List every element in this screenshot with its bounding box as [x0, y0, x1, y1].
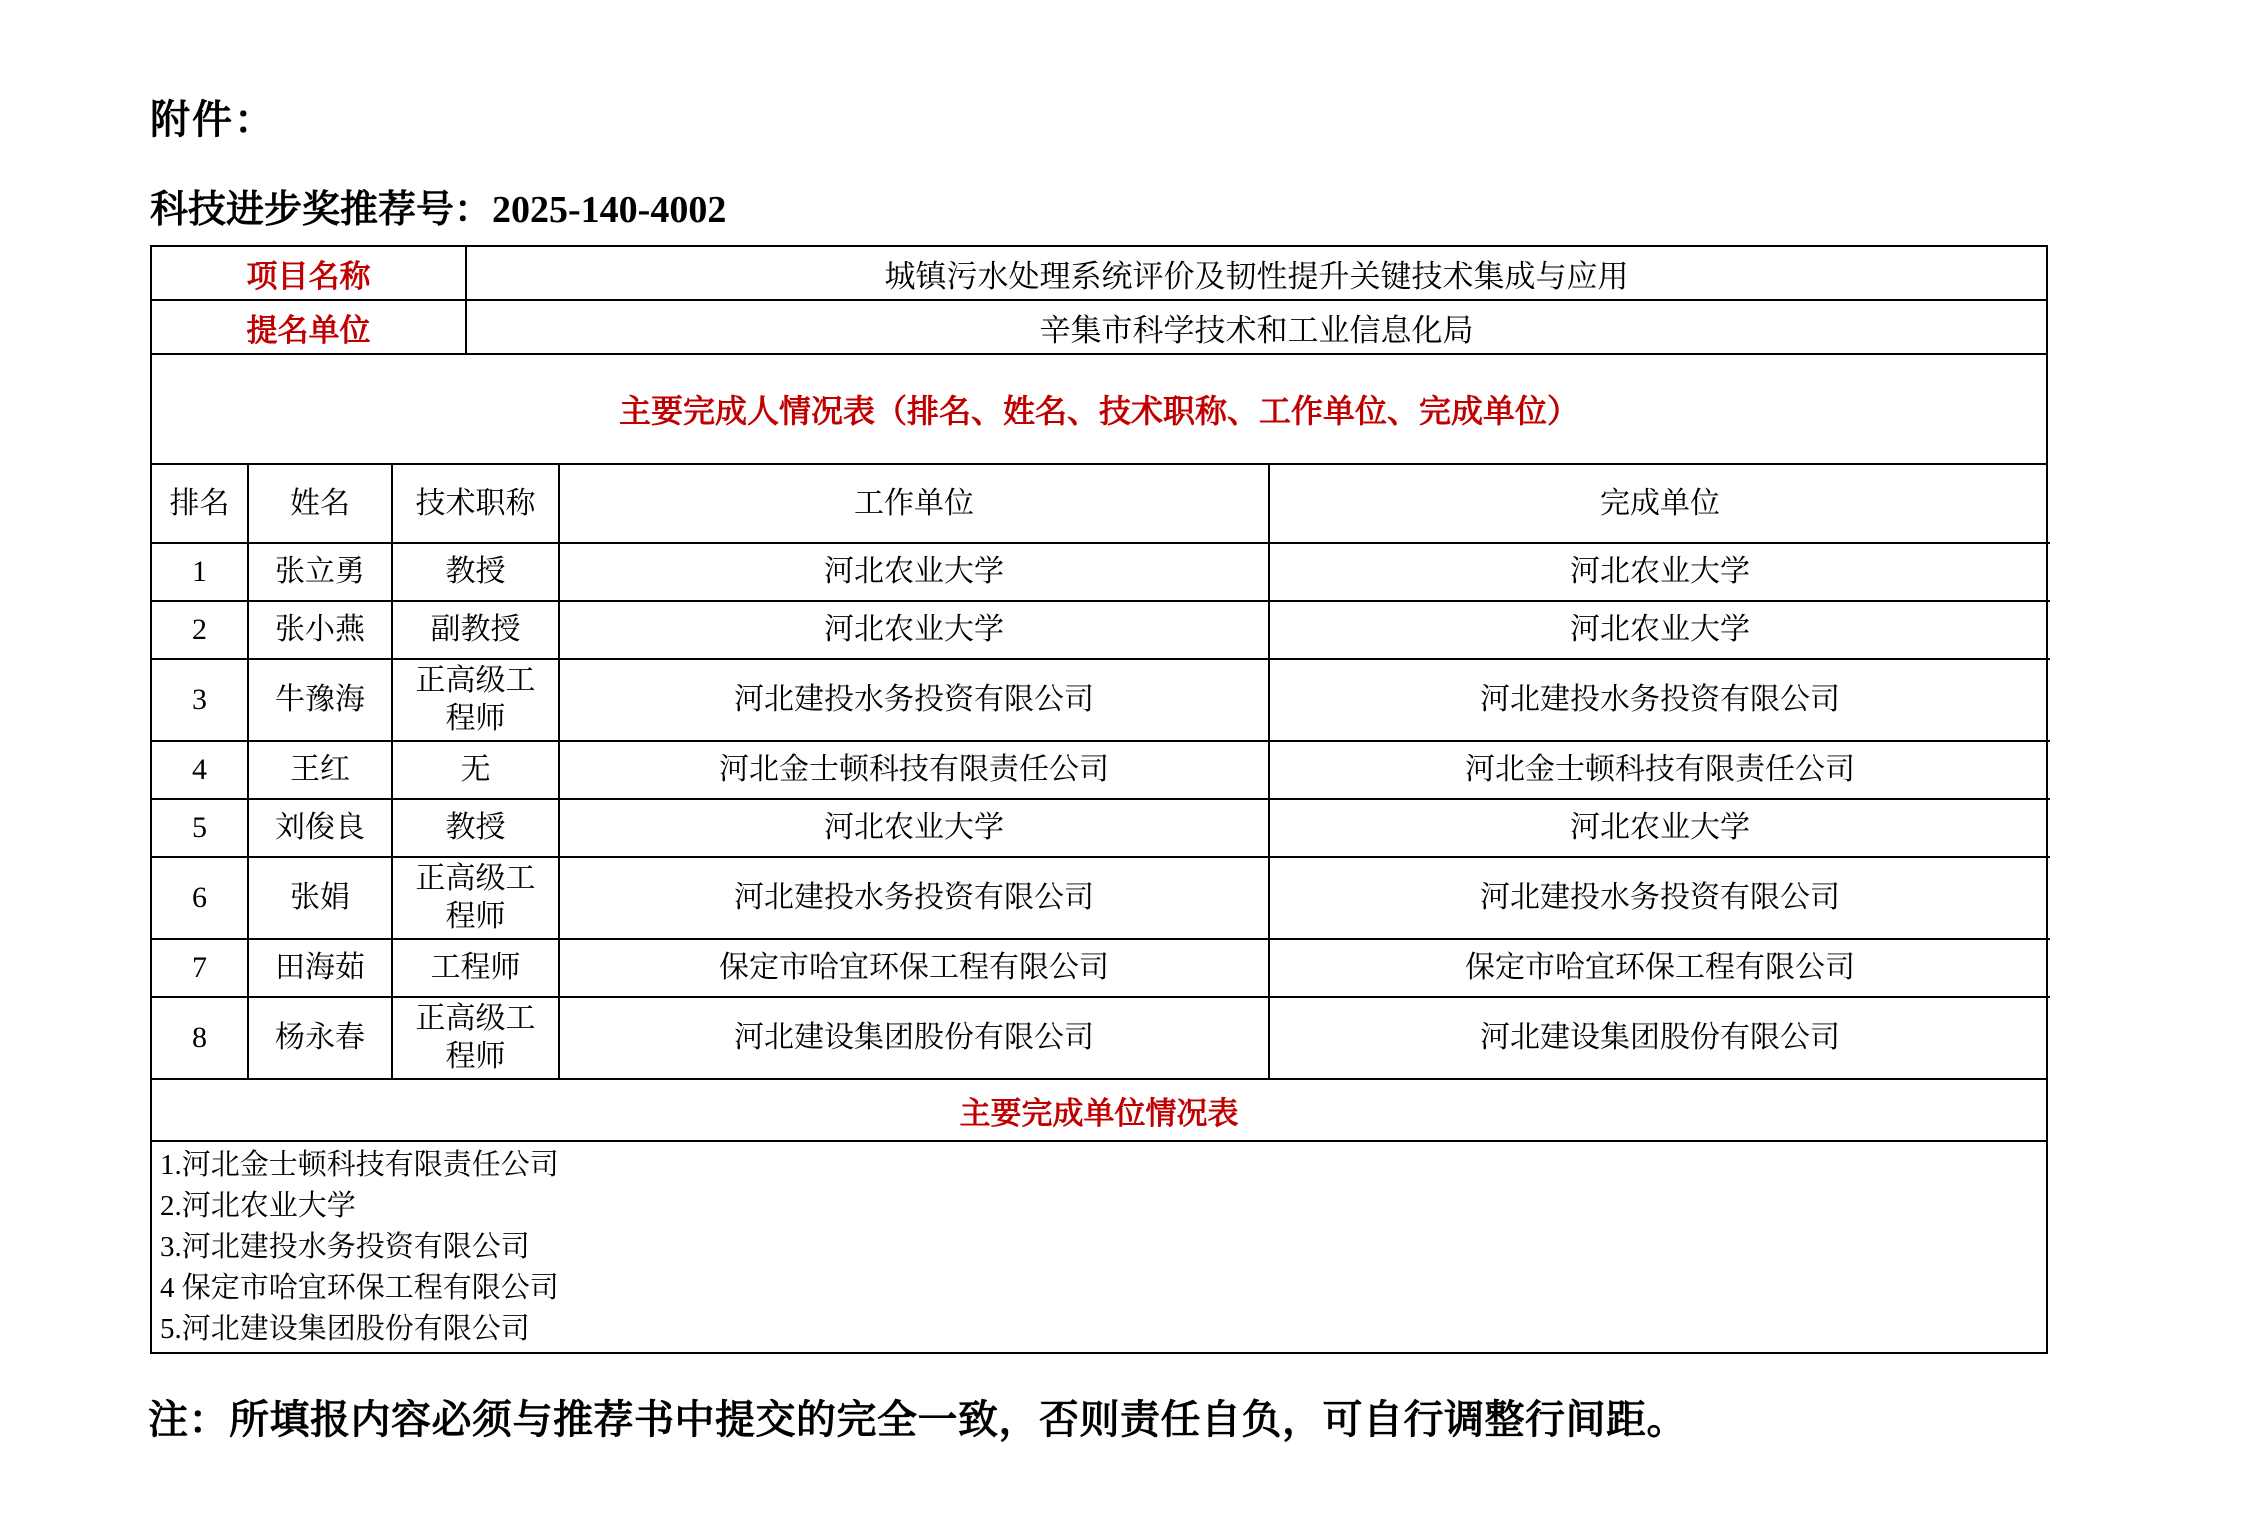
people-table — [152, 465, 2050, 1078]
units-section-title: 主要完成单位情况表 — [152, 1080, 2046, 1142]
table-cell-title: 教授 — [392, 799, 559, 857]
table-cell-work-unit: 河北农业大学 — [559, 601, 1269, 659]
table-cell-work-unit: 河北农业大学 — [559, 799, 1269, 857]
column-header: 技术职称 — [392, 465, 559, 543]
table-row — [152, 601, 2050, 659]
table-cell-work-unit: 河北建投水务投资有限公司 — [559, 857, 1269, 939]
table-cell-work-unit: 河北建设集团股份有限公司 — [559, 997, 1269, 1078]
attachment-label: 附件： — [150, 97, 276, 142]
award-recommendation-label: 科技进步奖推荐号： — [150, 189, 493, 231]
people-table-header-row — [152, 465, 2050, 543]
table-cell-title: 正高级工程师 — [392, 997, 559, 1078]
table-cell-title: 副教授 — [392, 601, 559, 659]
footer-note: 注：所填报内容必须与推荐书中提交的完全一致，否则责任自负，可自行调整行间距。 — [148, 1397, 1687, 1442]
table-cell-name: 张小燕 — [248, 601, 392, 659]
table-cell-title: 无 — [392, 741, 559, 799]
list-item: 4 保定市哈宜环保工程有限公司 — [160, 1272, 559, 1304]
table-cell-completing-unit: 河北农业大学 — [1269, 799, 2050, 857]
people-section-title: 主要完成人情况表（排名、姓名、技术职称、工作单位、完成单位） — [152, 355, 2046, 465]
table-cell-name: 张娟 — [248, 857, 392, 939]
award-recommendation-number: 2025-140-4002 — [492, 189, 727, 231]
table-cell-completing-unit: 河北金士顿科技有限责任公司 — [1269, 741, 2050, 799]
table-cell-title: 工程师 — [392, 939, 559, 997]
table-cell-completing-unit: 保定市哈宜环保工程有限公司 — [1269, 939, 2050, 997]
nominating-unit-row — [152, 301, 2046, 355]
project-name-label: 项目名称 — [152, 247, 467, 299]
table-cell-rank: 8 — [152, 997, 248, 1078]
table-cell-title: 正高级工程师 — [392, 659, 559, 741]
table-cell-completing-unit: 河北建设集团股份有限公司 — [1269, 997, 2050, 1078]
table-cell-rank: 5 — [152, 799, 248, 857]
table-row — [152, 857, 2050, 939]
table-cell-rank: 4 — [152, 741, 248, 799]
table-cell-name: 刘俊良 — [248, 799, 392, 857]
table-cell-rank: 7 — [152, 939, 248, 997]
table-cell-completing-unit: 河北建投水务投资有限公司 — [1269, 659, 2050, 741]
table-cell-title: 正高级工程师 — [392, 857, 559, 939]
list-item: 1.河北金士顿科技有限责任公司 — [160, 1149, 559, 1181]
table-cell-work-unit: 保定市哈宜环保工程有限公司 — [559, 939, 1269, 997]
nominating-unit-label: 提名单位 — [152, 301, 467, 353]
table-row — [152, 741, 2050, 799]
people-table-body — [152, 543, 2050, 1078]
column-header: 姓名 — [248, 465, 392, 543]
recommendation-table — [150, 245, 2048, 1354]
table-cell-completing-unit: 河北建投水务投资有限公司 — [1269, 857, 2050, 939]
table-cell-completing-unit: 河北农业大学 — [1269, 543, 2050, 601]
table-cell-rank: 1 — [152, 543, 248, 601]
table-cell-rank: 6 — [152, 857, 248, 939]
table-cell-work-unit: 河北金士顿科技有限责任公司 — [559, 741, 1269, 799]
table-cell-rank: 2 — [152, 601, 248, 659]
column-header: 完成单位 — [1269, 465, 2050, 543]
table-row — [152, 543, 2050, 601]
list-item: 5.河北建设集团股份有限公司 — [160, 1313, 530, 1345]
table-row — [152, 939, 2050, 997]
table-row — [152, 799, 2050, 857]
table-cell-work-unit: 河北农业大学 — [559, 543, 1269, 601]
column-header: 排名 — [152, 465, 248, 543]
project-name-row — [152, 247, 2046, 301]
units-list — [152, 1142, 2046, 1352]
award-recommendation-line — [150, 178, 726, 233]
table-cell-title: 教授 — [392, 543, 559, 601]
table-cell-completing-unit: 河北农业大学 — [1269, 601, 2050, 659]
list-item: 2.河北农业大学 — [160, 1190, 356, 1222]
table-row — [152, 659, 2050, 741]
table-cell-rank: 3 — [152, 659, 248, 741]
people-table-section — [152, 465, 2046, 1080]
table-cell-name: 张立勇 — [248, 543, 392, 601]
table-cell-name: 杨永春 — [248, 997, 392, 1078]
list-item: 3.河北建投水务投资有限公司 — [160, 1231, 530, 1263]
nominating-unit-value: 辛集市科学技术和工业信息化局 — [1039, 312, 1474, 348]
project-name-value: 城镇污水处理系统评价及韧性提升关键技术集成与应用 — [884, 258, 1629, 294]
table-cell-name: 牛豫海 — [248, 659, 392, 741]
table-row — [152, 997, 2050, 1078]
column-header: 工作单位 — [559, 465, 1269, 543]
table-cell-name: 田海茹 — [248, 939, 392, 997]
table-cell-name: 王红 — [248, 741, 392, 799]
table-cell-work-unit: 河北建投水务投资有限公司 — [559, 659, 1269, 741]
